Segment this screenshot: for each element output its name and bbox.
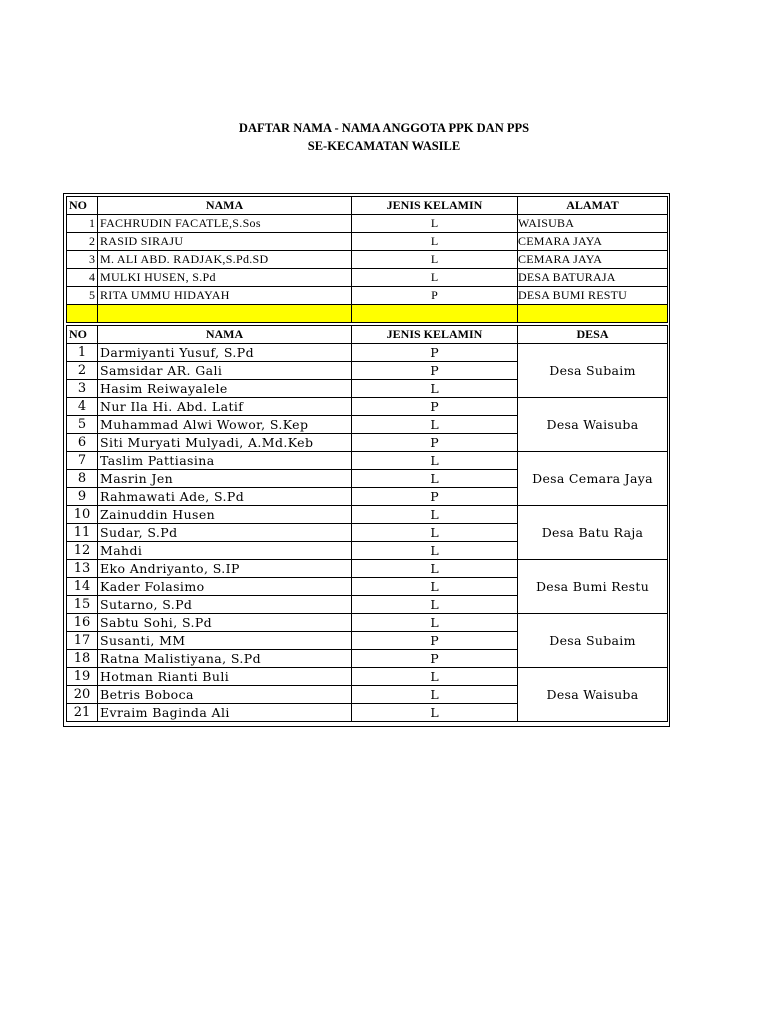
ppk-table-row (67, 215, 668, 233)
ppk-row-no: 3 (67, 251, 98, 269)
ppk-table-row (67, 233, 668, 251)
pps-row-no: 18 (67, 650, 98, 668)
pps-row-nama: Siti Muryati Mulyadi, A.Md.Keb (98, 434, 352, 452)
pps-row-no: 2 (67, 362, 98, 380)
pps-row-nama: Ratna Malistiyana, S.Pd (98, 650, 352, 668)
pps-row-nama: Muhammad Alwi Wowor, S.Kep (98, 416, 352, 434)
pps-row-no: 7 (67, 452, 98, 470)
pps-row-jenis-kelamin: L (352, 686, 518, 704)
pps-row-nama: Evraim Baginda Ali (98, 704, 352, 722)
pps-desa-group-cell: Desa Waisuba (518, 668, 668, 722)
ppk-header-alamat: ALAMAT (518, 197, 668, 215)
pps-row-jenis-kelamin: L (352, 380, 518, 398)
pps-row-nama: Nur Ila Hi. Abd. Latif (98, 398, 352, 416)
pps-table-row (67, 398, 668, 416)
pps-row-nama: Zainuddin Husen (98, 506, 352, 524)
ppk-row-nama: FACHRUDIN FACATLE,S.Sos (98, 215, 352, 233)
ppk-row-jenis-kelamin: L (352, 233, 518, 251)
pps-row-nama: Samsidar AR. Gali (98, 362, 352, 380)
pps-row-jenis-kelamin: P (352, 632, 518, 650)
pps-desa-group-cell: Desa Subaim (518, 614, 668, 668)
ppk-row-no: 4 (67, 269, 98, 287)
highlighted-empty-row (67, 305, 668, 323)
pps-row-jenis-kelamin: L (352, 578, 518, 596)
pps-table (66, 325, 668, 722)
pps-table-row (67, 506, 668, 524)
pps-desa-group-cell: Desa Subaim (518, 344, 668, 398)
pps-desa-group-cell: Desa Cemara Jaya (518, 452, 668, 506)
highlighted-empty-cell (352, 305, 518, 323)
pps-row-no: 14 (67, 578, 98, 596)
document-title-line2: SE-KECAMATAN WASILE (307, 139, 461, 153)
pps-row-jenis-kelamin: P (352, 398, 518, 416)
pps-row-nama: Rahmawati Ade, S.Pd (98, 488, 352, 506)
pps-row-nama: Hasim Reiwayalele (98, 380, 352, 398)
ppk-header-nama: NAMA (98, 197, 352, 215)
ppk-row-alamat: DESA BATURAJA (518, 269, 668, 287)
pps-desa-group-cell: Desa Waisuba (518, 398, 668, 452)
pps-row-no: 4 (67, 398, 98, 416)
pps-row-jenis-kelamin: L (352, 560, 518, 578)
pps-row-no: 9 (67, 488, 98, 506)
pps-row-no: 10 (67, 506, 98, 524)
pps-table-row (67, 560, 668, 578)
ppk-table-row (67, 269, 668, 287)
ppk-table (66, 196, 668, 323)
pps-row-nama: Betris Boboca (98, 686, 352, 704)
ppk-row-nama: MULKI HUSEN, S.Pd (98, 269, 352, 287)
pps-table-row (67, 452, 668, 470)
pps-table-row (67, 344, 668, 362)
ppk-row-alamat: DESA BUMI RESTU (518, 287, 668, 305)
pps-row-nama: Sabtu Sohi, S.Pd (98, 614, 352, 632)
pps-table-row (67, 614, 668, 632)
ppk-row-no: 1 (67, 215, 98, 233)
pps-header-jenis-kelamin: JENIS KELAMIN (352, 326, 518, 344)
pps-row-jenis-kelamin: P (352, 344, 518, 362)
ppk-row-no: 2 (67, 233, 98, 251)
pps-header-nama: NAMA (98, 326, 352, 344)
pps-row-nama: Taslim Pattiasina (98, 452, 352, 470)
pps-row-jenis-kelamin: L (352, 506, 518, 524)
pps-row-jenis-kelamin: P (352, 488, 518, 506)
document-title-line1: DAFTAR NAMA - NAMA ANGGOTA PPK DAN PPS (238, 121, 530, 135)
pps-row-no: 1 (67, 344, 98, 362)
pps-row-no: 3 (67, 380, 98, 398)
pps-row-nama: Sudar, S.Pd (98, 524, 352, 542)
ppk-row-nama: M. ALI ABD. RADJAK,S.Pd.SD (98, 251, 352, 269)
ppk-row-nama: RASID SIRAJU (98, 233, 352, 251)
pps-row-nama: Eko Andriyanto, S.IP (98, 560, 352, 578)
pps-row-jenis-kelamin: L (352, 704, 518, 722)
pps-row-jenis-kelamin: L (352, 470, 518, 488)
highlighted-empty-cell (98, 305, 352, 323)
pps-row-jenis-kelamin: L (352, 614, 518, 632)
pps-row-no: 20 (67, 686, 98, 704)
pps-row-nama: Susanti, MM (98, 632, 352, 650)
pps-row-no: 11 (67, 524, 98, 542)
ppk-header-row (67, 197, 668, 215)
pps-row-jenis-kelamin: L (352, 596, 518, 614)
ppk-row-jenis-kelamin: L (352, 269, 518, 287)
ppk-row-jenis-kelamin: L (352, 215, 518, 233)
pps-row-no: 6 (67, 434, 98, 452)
pps-row-jenis-kelamin: P (352, 434, 518, 452)
pps-row-nama: Hotman Rianti Buli (98, 668, 352, 686)
pps-desa-group-cell: Desa Batu Raja (518, 506, 668, 560)
ppk-row-alamat: CEMARA JAYA (518, 251, 668, 269)
ppk-row-nama: RITA UMMU HIDAYAH (98, 287, 352, 305)
ppk-header-jenis-kelamin: JENIS KELAMIN (352, 197, 518, 215)
pps-header-desa: DESA (518, 326, 668, 344)
pps-row-jenis-kelamin: P (352, 362, 518, 380)
ppk-row-jenis-kelamin: L (352, 251, 518, 269)
pps-row-jenis-kelamin: L (352, 524, 518, 542)
pps-row-no: 16 (67, 614, 98, 632)
ppk-row-jenis-kelamin: P (352, 287, 518, 305)
pps-row-no: 17 (67, 632, 98, 650)
members-table-frame (63, 193, 670, 727)
pps-row-no: 8 (67, 470, 98, 488)
ppk-row-alamat: CEMARA JAYA (518, 233, 668, 251)
highlighted-empty-cell (67, 305, 98, 323)
pps-header-row (67, 326, 668, 344)
pps-row-nama: Darmiyanti Yusuf, S.Pd (98, 344, 352, 362)
ppk-table-row (67, 251, 668, 269)
pps-row-nama: Mahdi (98, 542, 352, 560)
pps-row-no: 13 (67, 560, 98, 578)
pps-row-jenis-kelamin: L (352, 416, 518, 434)
ppk-header-no: NO (67, 197, 98, 215)
pps-table-row (67, 668, 668, 686)
ppk-row-alamat: WAISUBA (518, 215, 668, 233)
pps-row-jenis-kelamin: L (352, 668, 518, 686)
pps-row-nama: Masrin Jen (98, 470, 352, 488)
pps-row-nama: Sutarno, S.Pd (98, 596, 352, 614)
pps-row-nama: Kader Folasimo (98, 578, 352, 596)
pps-row-jenis-kelamin: L (352, 452, 518, 470)
pps-row-no: 12 (67, 542, 98, 560)
pps-row-no: 15 (67, 596, 98, 614)
pps-desa-group-cell: Desa Bumi Restu (518, 560, 668, 614)
ppk-table-row (67, 287, 668, 305)
pps-row-no: 19 (67, 668, 98, 686)
pps-row-jenis-kelamin: P (352, 650, 518, 668)
pps-row-jenis-kelamin: L (352, 542, 518, 560)
ppk-row-no: 5 (67, 287, 98, 305)
highlighted-empty-cell (518, 305, 668, 323)
pps-header-no: NO (67, 326, 98, 344)
pps-row-no: 5 (67, 416, 98, 434)
pps-row-no: 21 (67, 704, 98, 722)
